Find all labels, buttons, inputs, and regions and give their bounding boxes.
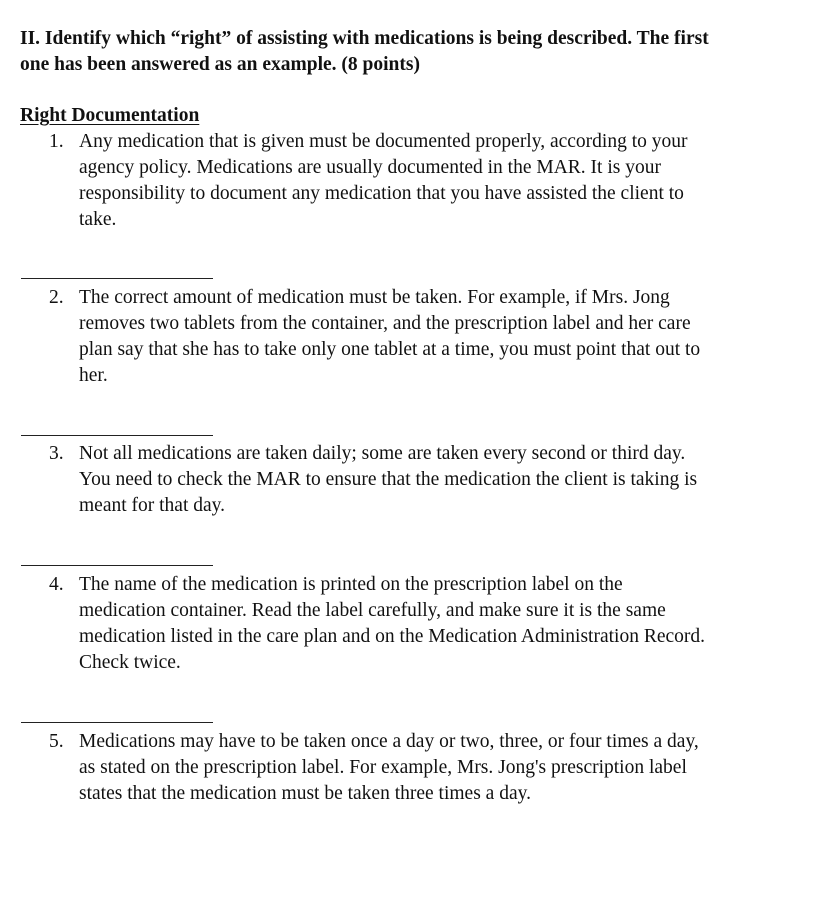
question-line: agency policy. Medications are usually documented in the MAR. It is your [79, 157, 661, 178]
question-line: removes two tablets from the container, and the prescription label and her care [79, 313, 691, 334]
answer-blank-2[interactable] [21, 278, 213, 279]
question-line: medication container. Read the label carefully, and make sure it is the same [79, 600, 666, 621]
heading-line: one has been answered as an example. (8 points) [20, 54, 420, 75]
question-number: 1. [49, 131, 64, 152]
heading-line: II. Identify which “right” of assisting with medications is being described. The first [20, 28, 709, 49]
question-text [79, 285, 779, 389]
question-number: 5. [49, 731, 64, 752]
question-line: You need to check the MAR to ensure that the medication the client is taking is [79, 469, 698, 490]
question-item-5 [0, 729, 800, 807]
question-number: 2. [49, 287, 64, 308]
question-text [79, 572, 779, 676]
question-item-3 [0, 441, 800, 519]
question-item-1 [0, 129, 800, 233]
question-number: 3. [49, 443, 64, 464]
question-item-2 [0, 285, 800, 389]
question-line: The name of the medication is printed on the prescription label on the [79, 574, 623, 595]
question-line: plan say that she has to take only one tablet at a time, you must point that out to [79, 339, 701, 360]
question-line: meant for that day. [79, 495, 226, 516]
question-line: Check twice. [79, 652, 181, 673]
answer-blank-4[interactable] [21, 565, 213, 566]
question-text [79, 729, 779, 807]
question-line: take. [79, 209, 117, 230]
example-answer: Right Documentation [20, 105, 200, 126]
question-line: states that the medication must be taken three times a day. [79, 783, 531, 804]
question-line: Any medication that is given must be documented properly, according to your [79, 131, 688, 152]
question-line: responsibility to document any medication that you have assisted the client to [79, 183, 684, 204]
question-line: medication listed in the care plan and on the Medication Administration Record. [79, 626, 705, 647]
question-item-4 [0, 572, 800, 676]
question-text [79, 441, 779, 519]
question-line: as stated on the prescription label. For example, Mrs. Jong's prescription label [79, 757, 687, 778]
question-number: 4. [49, 574, 64, 595]
answer-blank-5[interactable] [21, 722, 213, 723]
question-text [79, 129, 779, 233]
question-line: Not all medications are taken daily; some are taken every second or third day. [79, 443, 686, 464]
section-heading [20, 26, 790, 78]
question-line: The correct amount of medication must be taken. For example, if Mrs. Jong [79, 287, 670, 308]
answer-blank-3[interactable] [21, 435, 213, 436]
question-line: her. [79, 365, 108, 386]
question-line: Medications may have to be taken once a day or two, three, or four times a day, [79, 731, 699, 752]
